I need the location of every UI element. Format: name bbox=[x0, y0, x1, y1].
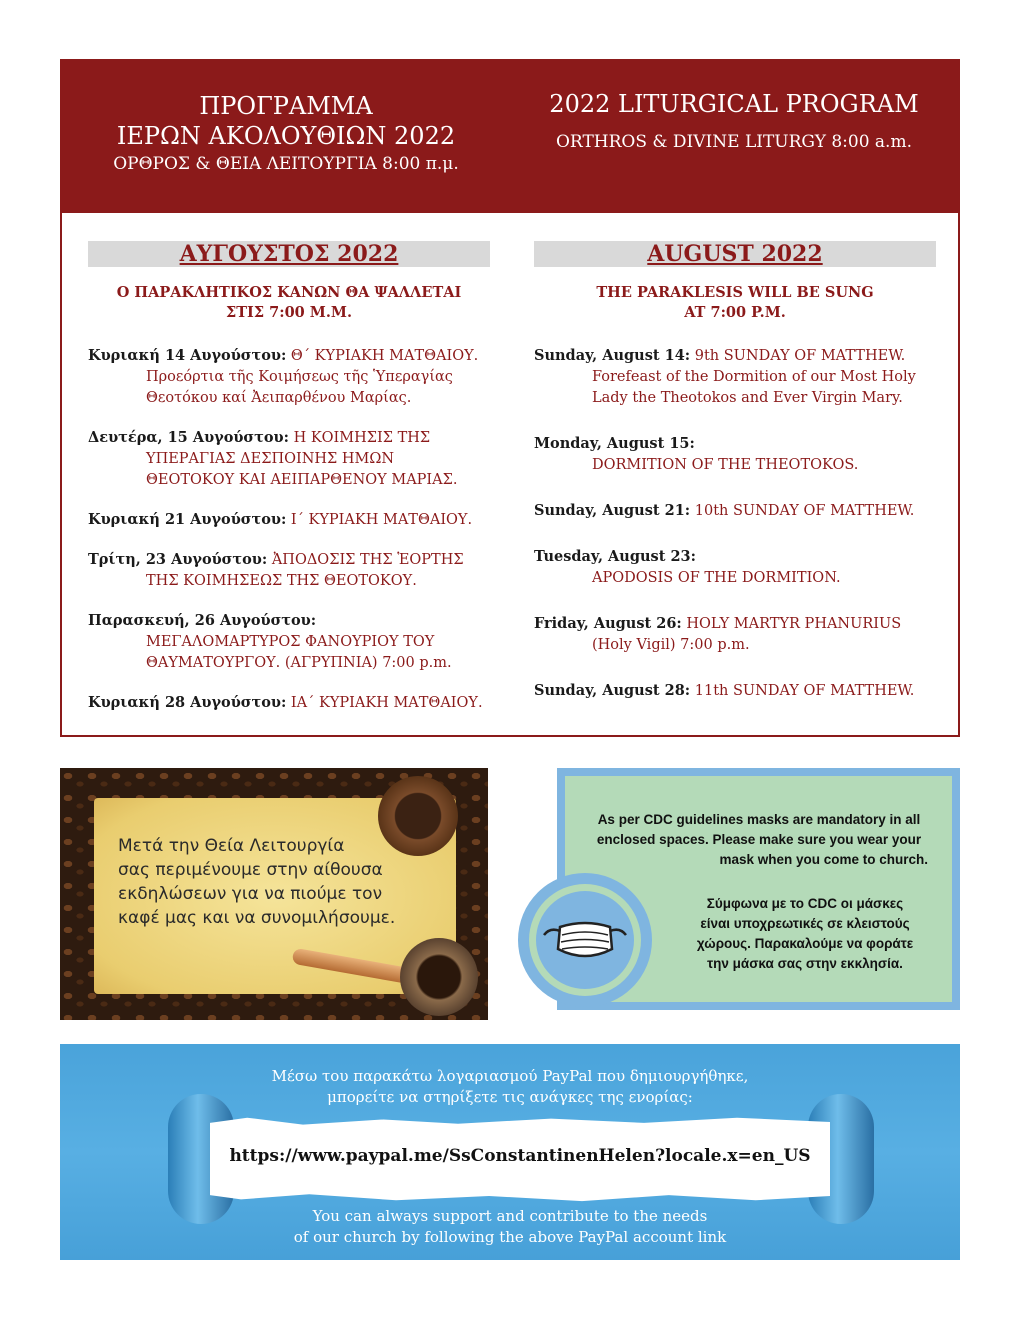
event-detail: ΤΗΣ ΚΟΙΜΗΣΕΩΣ ΤΗΣ ΘΕΟΤΟΚΟΥ. bbox=[146, 573, 417, 589]
list-item bbox=[534, 680, 944, 702]
event-title: ἈΠΟΔΟΣΙΣ ΤΗΣ ἙΟΡΤΗΣ bbox=[267, 552, 464, 568]
coffee-line1: Μετά την Θεία Λειτουργία bbox=[118, 836, 345, 856]
event-date: Κυριακή 28 Αυγούστου: bbox=[88, 694, 287, 711]
mask-en-line2: enclosed spaces. Please make sure you wear your bbox=[596, 832, 922, 847]
event-detail: Lady the Theotokos and Ever Virgin Mary. bbox=[592, 390, 903, 406]
paypal-gr-line2: μπορείτε να στηρίξετε τις ανάγκες της ενορίας: bbox=[327, 1088, 693, 1106]
list-item bbox=[88, 345, 498, 409]
mask-badge-core bbox=[536, 891, 634, 989]
event-date: Παρασκευή, 26 Αυγούστου: bbox=[88, 612, 317, 629]
event-date: Κυριακή 14 Αυγούστου: bbox=[88, 347, 287, 364]
list-item bbox=[88, 427, 498, 491]
event-date: Κυριακή 21 Αυγούστου: bbox=[88, 511, 287, 528]
greek-subtitle: ΟΡΘΡΟΣ & ΘΕΙΑ ΛΕΙΤΟΥΡΓΙΑ 8:00 π.μ. bbox=[113, 154, 459, 174]
mask-badge-ring bbox=[529, 884, 641, 996]
event-detail: (Holy Vigil) 7:00 p.m. bbox=[592, 637, 750, 653]
event-date: Friday, August 26: bbox=[534, 615, 682, 632]
liturgical-program-box bbox=[60, 59, 960, 737]
event-detail: ΘΕΟΤΟΚΟΥ ΚΑΙ ΑΕΙΠΑΡΘΕΝΟΥ ΜΑΡΙΑΣ. bbox=[146, 472, 458, 488]
greek-title-line2: ΙΕΡΩΝ ΑΚΟΛΟΥΘΙΩΝ 2022 bbox=[116, 122, 456, 150]
event-detail: ΜΕΓΑΛΟΜΑΡΤΥΡΟΣ ΦΑΝΟΥΡΙΟΥ ΤΟΥ bbox=[146, 634, 435, 650]
greek-notice-line2: ΣΤΙΣ 7:00 Μ.Μ. bbox=[226, 304, 352, 321]
coffee-text bbox=[118, 834, 398, 930]
coffee-pot-icon bbox=[400, 938, 478, 1016]
list-item bbox=[534, 613, 944, 656]
event-detail: Forefeast of the Dormition of our Most Holy bbox=[592, 369, 916, 385]
english-events-list bbox=[534, 345, 944, 720]
coffee-line2: σας περιμένουμε στην αίθουσα bbox=[118, 860, 383, 880]
greek-notice-line1: Ο ΠΑΡΑΚΛΗΤΙΚΟΣ ΚΑΝΩΝ ΘΑ ΨΑΛΛΕΤΑΙ bbox=[116, 284, 462, 301]
mask-greek-text bbox=[675, 894, 935, 974]
event-title: Ι΄ ΚΥΡΙΑΚΗ ΜΑΤΘΑΙΟΥ. bbox=[286, 512, 473, 528]
list-item bbox=[88, 549, 498, 592]
coffee-invitation bbox=[60, 768, 488, 1020]
event-title: Η ΚΟΙΜΗΣΙΣ ΤΗΣ bbox=[288, 430, 431, 446]
event-title: Θ΄ ΚΥΡΙΑΚΗ ΜΑΤΘΑΙΟΥ. bbox=[286, 348, 479, 364]
event-title: HOLY MARTYR PHANURIUS bbox=[681, 616, 902, 632]
english-month-heading: AUGUST 2022 bbox=[534, 241, 936, 267]
list-item bbox=[88, 692, 498, 714]
event-date: Τρίτη, 23 Αυγούστου: bbox=[88, 551, 268, 568]
mask-gr-line1: Σύμφωνα με το CDC οι μάσκες bbox=[706, 896, 904, 911]
event-detail: Θεοτόκου καί Ἀειπαρθένου Μαρίας. bbox=[146, 390, 412, 406]
mask-en-line1: As per CDC guidelines masks are mandatory in all bbox=[597, 812, 921, 827]
mask-en-line3: mask when you come to church. bbox=[719, 852, 928, 867]
list-item bbox=[88, 509, 498, 531]
list-item bbox=[88, 610, 498, 674]
event-title: 10th SUNDAY OF MATTHEW. bbox=[690, 503, 915, 519]
english-notice-line2: AT 7:00 P.M. bbox=[684, 304, 786, 321]
greek-paraklesis-notice bbox=[88, 283, 490, 323]
greek-events-list bbox=[88, 345, 498, 732]
mask-gr-line2: είναι υποχρεωτικές σε κλειστούς bbox=[700, 916, 910, 931]
event-detail: ΘΑΥΜΑΤΟΥΡΓΟΥ. (ΑΓΡΥΠΝΙΑ) 7:00 p.m. bbox=[146, 655, 452, 671]
event-detail: Προεόρτια τῆς Κοιμήσεως τῆς Ὑπεραγίας bbox=[146, 369, 453, 385]
event-date: Sunday, August 21: bbox=[534, 502, 691, 519]
paypal-en-line1: You can always support and contribute to the needs bbox=[312, 1207, 708, 1225]
event-detail: ΥΠΕΡΑΓΙΑΣ ΔΕΣΠΟΙΝΗΣ ΗΜΩΝ bbox=[146, 451, 395, 467]
event-date: Sunday, August 28: bbox=[534, 682, 691, 699]
greek-title-line1: ΠΡΟΓΡΑΜΜΑ bbox=[199, 92, 373, 120]
event-date: Monday, August 15: bbox=[534, 435, 695, 452]
list-item bbox=[534, 433, 944, 476]
english-subtitle: ORTHROS & DIVINE LITURGY 8:00 a.m. bbox=[556, 132, 912, 152]
paypal-link[interactable]: https://www.paypal.me/SsConstantinenHelen?locale.x=en_US bbox=[229, 1146, 811, 1166]
event-title: 11th SUNDAY OF MATTHEW. bbox=[690, 683, 915, 699]
english-title: 2022 LITURGICAL PROGRAM bbox=[549, 90, 919, 118]
coffee-line3: εκδηλώσεων για να πιούμε τον bbox=[118, 884, 383, 904]
program-header bbox=[62, 61, 958, 213]
event-date: Tuesday, August 23: bbox=[534, 548, 696, 565]
list-item bbox=[534, 546, 944, 589]
paypal-english-text bbox=[60, 1206, 960, 1248]
paypal-gr-line1: Μέσω του παρακάτω λογαριασμού PayPal που δημιουργήθηκε, bbox=[271, 1067, 749, 1085]
coffee-cup-icon bbox=[378, 776, 458, 856]
paypal-en-line2: of our church by following the above PayPal account link bbox=[293, 1228, 727, 1246]
greek-header bbox=[62, 61, 510, 213]
list-item bbox=[534, 345, 944, 409]
english-paraklesis-notice bbox=[534, 283, 936, 323]
face-mask-icon bbox=[536, 891, 634, 989]
mask-badge bbox=[518, 873, 652, 1007]
list-item bbox=[534, 500, 944, 522]
mask-gr-line3: χώρους. Παρακαλούμε να φοράτε bbox=[696, 936, 914, 951]
mask-english-text bbox=[585, 810, 933, 870]
event-detail: DORMITION OF THE THEOTOKOS. bbox=[592, 457, 859, 473]
event-date: Sunday, August 14: bbox=[534, 347, 691, 364]
event-title: 9th SUNDAY OF MATTHEW. bbox=[690, 348, 906, 364]
english-header bbox=[510, 61, 958, 213]
paypal-donation-banner bbox=[60, 1044, 960, 1260]
event-date: Δευτέρα, 15 Αυγούστου: bbox=[88, 429, 289, 446]
event-title: ΙΑ΄ ΚΥΡΙΑΚΗ ΜΑΤΘΑΙΟΥ. bbox=[286, 695, 483, 711]
english-notice-line1: THE PARAKLESIS WILL BE SUNG bbox=[596, 284, 874, 301]
greek-month-heading: ΑΥΓΟΥΣΤΟΣ 2022 bbox=[88, 241, 490, 267]
coffee-line4: καφέ μας και να συνομιλήσουμε. bbox=[118, 908, 396, 928]
mask-gr-line4: την μάσκα σας στην εκκλησία. bbox=[707, 956, 903, 971]
event-detail: APODOSIS OF THE DORMITION. bbox=[592, 570, 841, 586]
